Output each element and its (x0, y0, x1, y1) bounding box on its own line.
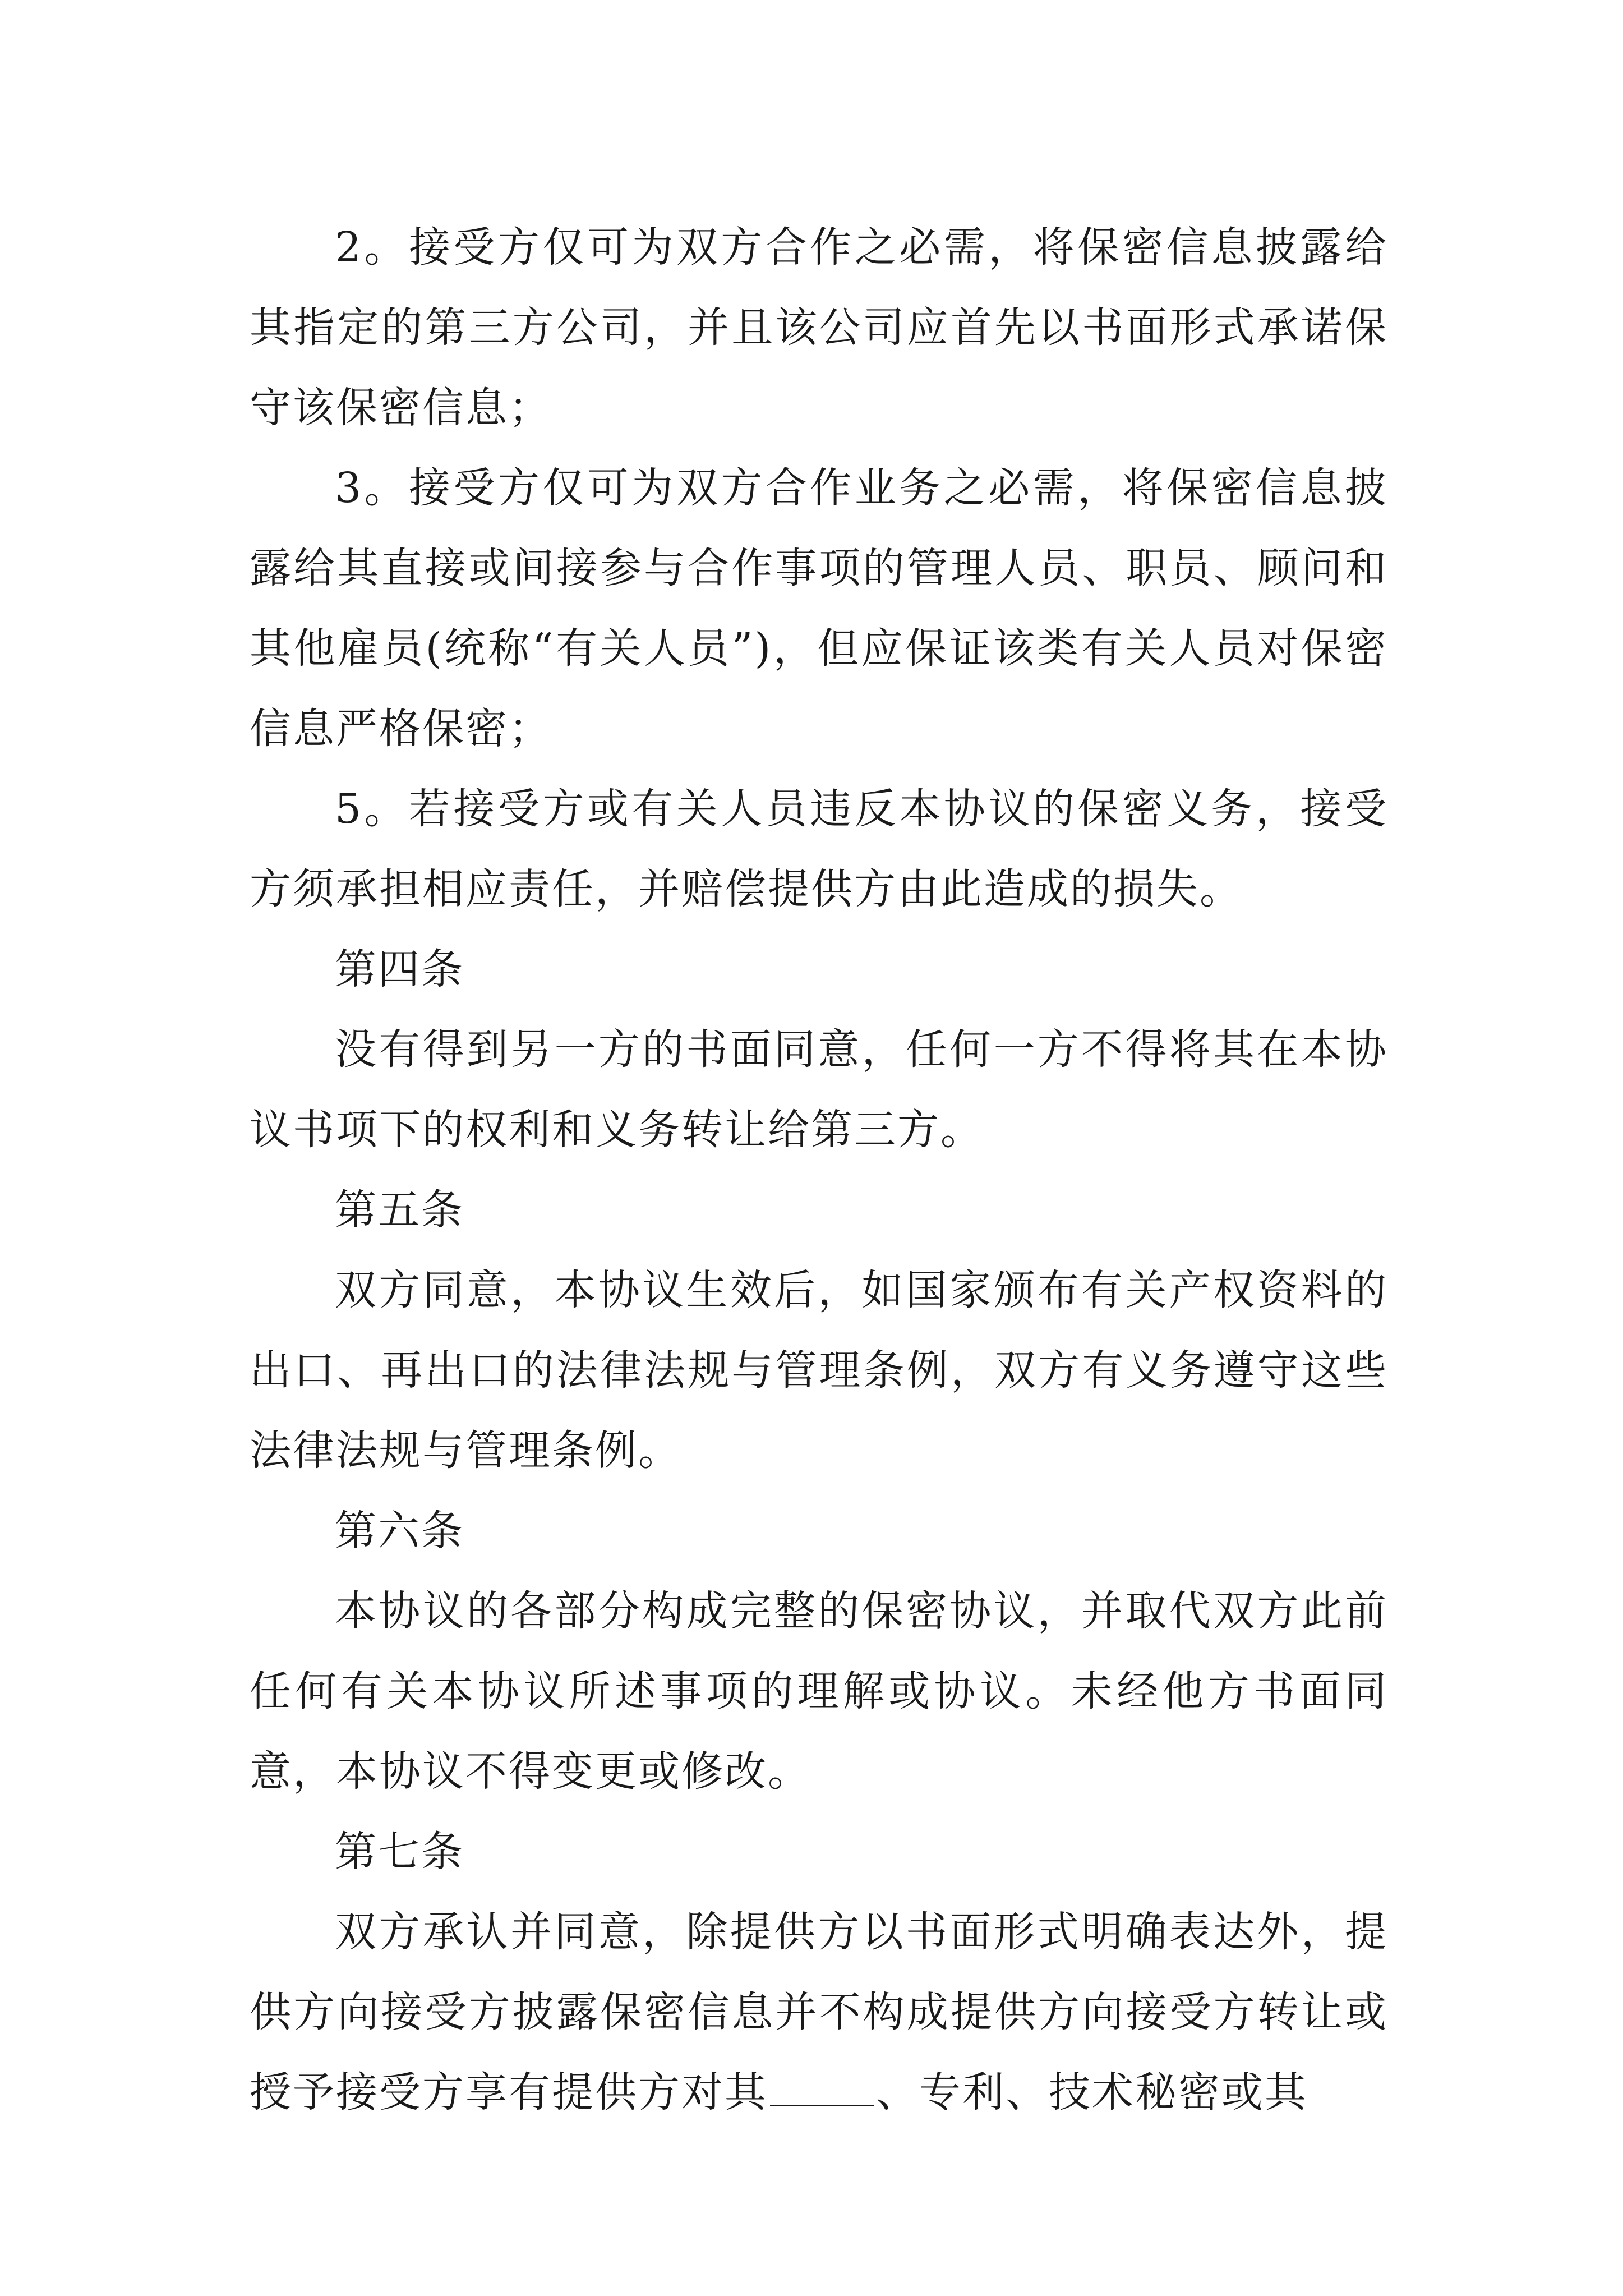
article-7-text-before-blank: 双方承认并同意，除提供方以书面形式明确表达外，提供方向接受方披露保密信息并不构成提供方向接受方转让或授予接受方享有提供方对其 (250, 1908, 1388, 2116)
clause-3-item-3: 3。接受方仅可为双方合作业务之必需，将保密信息披露给其直接或间接参与合作事项的管理人员、职员、顾问和其他雇员(统称“有关人员”)，但应保证该类有关人员对保密信息严格保密； (250, 464, 1388, 753)
article-7-text-after-blank: 、专利、技术秘密或其 (876, 2068, 1308, 2116)
clause-3-item-5: 5。若接受方或有关人员违反本协议的保密义务，接受方须承担相应责任，并赔偿提供方由此造成的损失。 (250, 785, 1388, 913)
article-4-heading: 第四条 (335, 945, 464, 993)
document-body (250, 208, 1388, 2133)
article-5-body: 双方同意，本协议生效后，如国家颁布有关产权资料的出口、再出口的法律法规与管理条例，双方有义务遵守这些法律法规与管理条例。 (250, 1266, 1388, 1475)
article-5-heading: 第五条 (335, 1186, 464, 1234)
fill-in-blank (770, 2104, 874, 2106)
article-7-heading: 第七条 (335, 1828, 464, 1876)
article-6-heading: 第六条 (335, 1507, 464, 1555)
article-7-body (250, 1892, 1388, 2133)
article-4-body: 没有得到另一方的书面同意，任何一方不得将其在本协议书项下的权利和义务转让给第三方。 (250, 1025, 1388, 1154)
article-6-body: 本协议的各部分构成完整的保密协议，并取代双方此前任何有关本协议所述事项的理解或协议。未经他方书面同意，本协议不得变更或修改。 (250, 1587, 1388, 1796)
clause-3-item-2: 2。接受方仅可为双方合作之必需，将保密信息披露给其指定的第三方公司，并且该公司应首先以书面形式承诺保守该保密信息； (250, 223, 1388, 432)
